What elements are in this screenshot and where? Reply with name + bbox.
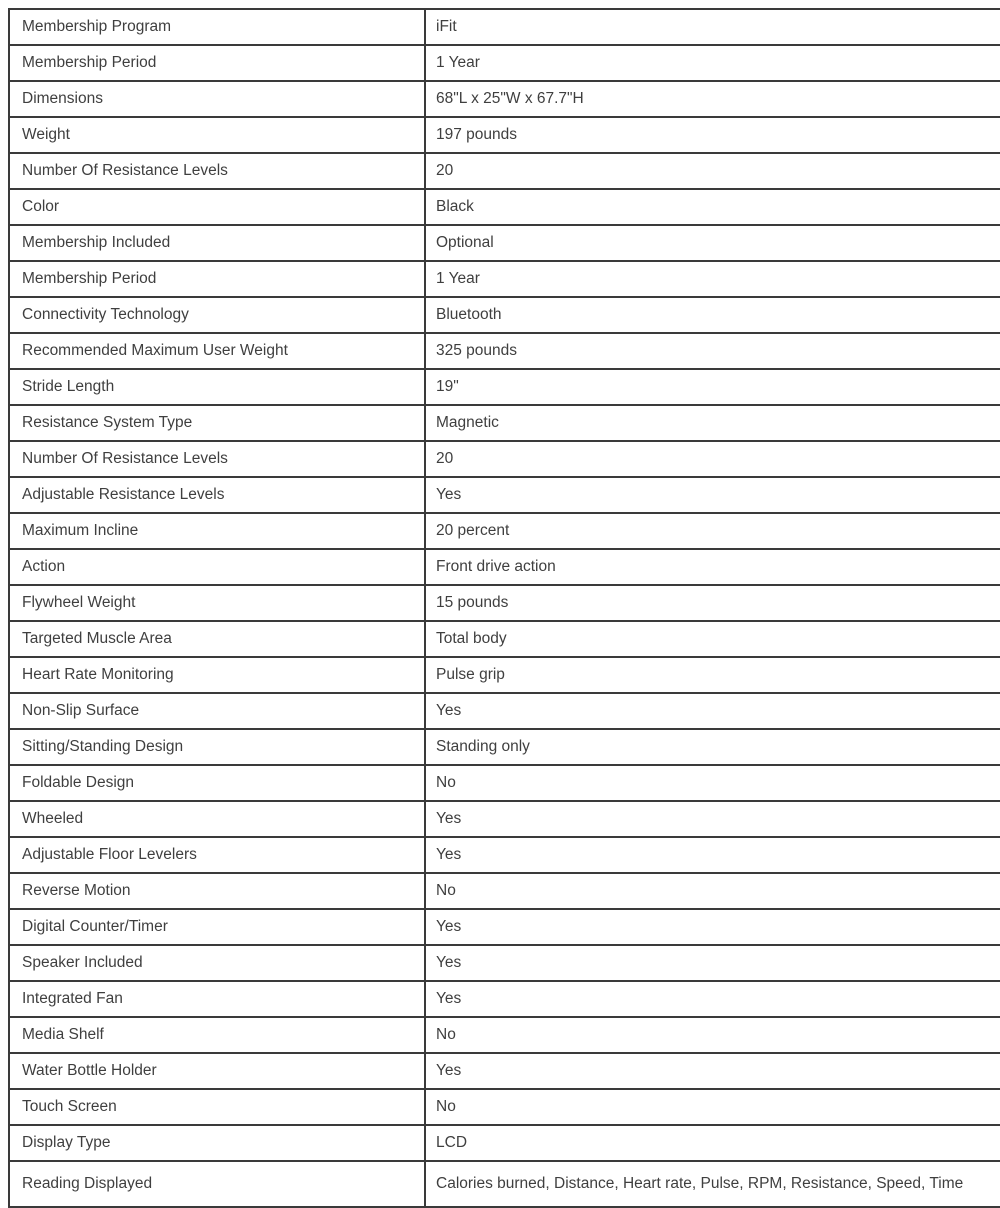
spec-row [9, 477, 1000, 513]
spec-value-cell: 197 pounds [425, 117, 1000, 153]
spec-row [9, 729, 1000, 765]
spec-value-cell: No [425, 1017, 1000, 1053]
spec-value-cell: Yes [425, 801, 1000, 837]
spec-value-cell: 20 [425, 153, 1000, 189]
spec-label-cell: Integrated Fan [9, 981, 425, 1017]
spec-label-cell: Flywheel Weight [9, 585, 425, 621]
spec-label-cell: Membership Included [9, 225, 425, 261]
spec-label-cell: Connectivity Technology [9, 297, 425, 333]
spec-value-cell: Yes [425, 477, 1000, 513]
spec-label-cell: Water Bottle Holder [9, 1053, 425, 1089]
spec-value-cell: Yes [425, 693, 1000, 729]
spec-row [9, 369, 1000, 405]
spec-label-cell: Adjustable Floor Levelers [9, 837, 425, 873]
spec-row [9, 909, 1000, 945]
spec-label-cell: Recommended Maximum User Weight [9, 333, 425, 369]
spec-value-cell: 20 percent [425, 513, 1000, 549]
spec-row [9, 9, 1000, 45]
spec-value-cell: Yes [425, 981, 1000, 1017]
spec-label-cell: Speaker Included [9, 945, 425, 981]
spec-row [9, 1161, 1000, 1207]
spec-label-cell: Dimensions [9, 81, 425, 117]
spec-value-cell: Bluetooth [425, 297, 1000, 333]
spec-label-cell: Wheeled [9, 801, 425, 837]
spec-row [9, 981, 1000, 1017]
spec-row [9, 801, 1000, 837]
spec-label-cell: Weight [9, 117, 425, 153]
spec-row [9, 837, 1000, 873]
spec-value-cell: Yes [425, 909, 1000, 945]
spec-label-cell: Stride Length [9, 369, 425, 405]
spec-row [9, 621, 1000, 657]
spec-row [9, 153, 1000, 189]
spec-row [9, 405, 1000, 441]
spec-value-cell: No [425, 873, 1000, 909]
spec-label-cell: Touch Screen [9, 1089, 425, 1125]
spec-label-cell: Action [9, 549, 425, 585]
spec-value-cell: Calories burned, Distance, Heart rate, Pulse, RPM, Resistance, Speed, Time [425, 1161, 1000, 1207]
spec-value-cell: iFit [425, 9, 1000, 45]
spec-row [9, 117, 1000, 153]
spec-label-cell: Digital Counter/Timer [9, 909, 425, 945]
spec-value-cell: Total body [425, 621, 1000, 657]
spec-row [9, 189, 1000, 225]
spec-row [9, 441, 1000, 477]
spec-row [9, 333, 1000, 369]
spec-label-cell: Membership Period [9, 45, 425, 81]
spec-label-cell: Heart Rate Monitoring [9, 657, 425, 693]
spec-label-cell: Targeted Muscle Area [9, 621, 425, 657]
spec-value-cell: 1 Year [425, 261, 1000, 297]
spec-label-cell: Membership Program [9, 9, 425, 45]
spec-value-cell: No [425, 1089, 1000, 1125]
spec-row [9, 1017, 1000, 1053]
spec-value-cell: Yes [425, 837, 1000, 873]
spec-row [9, 1125, 1000, 1161]
spec-row [9, 225, 1000, 261]
spec-value-cell: Yes [425, 945, 1000, 981]
spec-label-cell: Maximum Incline [9, 513, 425, 549]
spec-row [9, 261, 1000, 297]
spec-row [9, 297, 1000, 333]
spec-value-cell: Front drive action [425, 549, 1000, 585]
spec-label-cell: Non-Slip Surface [9, 693, 425, 729]
spec-label-cell: Adjustable Resistance Levels [9, 477, 425, 513]
spec-value-cell: 19" [425, 369, 1000, 405]
spec-label-cell: Number Of Resistance Levels [9, 153, 425, 189]
spec-label-cell: Membership Period [9, 261, 425, 297]
spec-value-cell: 68"L x 25"W x 67.7"H [425, 81, 1000, 117]
spec-row [9, 45, 1000, 81]
spec-table-body [9, 9, 1000, 1207]
spec-row [9, 657, 1000, 693]
spec-row [9, 513, 1000, 549]
spec-row [9, 765, 1000, 801]
spec-label-cell: Media Shelf [9, 1017, 425, 1053]
spec-value-cell: Black [425, 189, 1000, 225]
spec-value-cell: Standing only [425, 729, 1000, 765]
spec-row [9, 945, 1000, 981]
spec-value-cell: 1 Year [425, 45, 1000, 81]
spec-value-cell: No [425, 765, 1000, 801]
spec-row [9, 585, 1000, 621]
spec-value-cell: 15 pounds [425, 585, 1000, 621]
spec-value-cell: Magnetic [425, 405, 1000, 441]
product-specifications-table [8, 8, 1000, 1208]
spec-value-cell: Yes [425, 1053, 1000, 1089]
spec-label-cell: Display Type [9, 1125, 425, 1161]
spec-row [9, 1089, 1000, 1125]
spec-row [9, 549, 1000, 585]
spec-label-cell: Reading Displayed [9, 1161, 425, 1207]
spec-label-cell: Resistance System Type [9, 405, 425, 441]
spec-label-cell: Reverse Motion [9, 873, 425, 909]
spec-label-cell: Color [9, 189, 425, 225]
spec-row [9, 873, 1000, 909]
spec-label-cell: Foldable Design [9, 765, 425, 801]
spec-row [9, 1053, 1000, 1089]
spec-row [9, 81, 1000, 117]
spec-label-cell: Number Of Resistance Levels [9, 441, 425, 477]
spec-value-cell: Optional [425, 225, 1000, 261]
spec-label-cell: Sitting/Standing Design [9, 729, 425, 765]
spec-value-cell: LCD [425, 1125, 1000, 1161]
spec-value-cell: 325 pounds [425, 333, 1000, 369]
spec-row [9, 693, 1000, 729]
spec-value-cell: 20 [425, 441, 1000, 477]
spec-value-cell: Pulse grip [425, 657, 1000, 693]
